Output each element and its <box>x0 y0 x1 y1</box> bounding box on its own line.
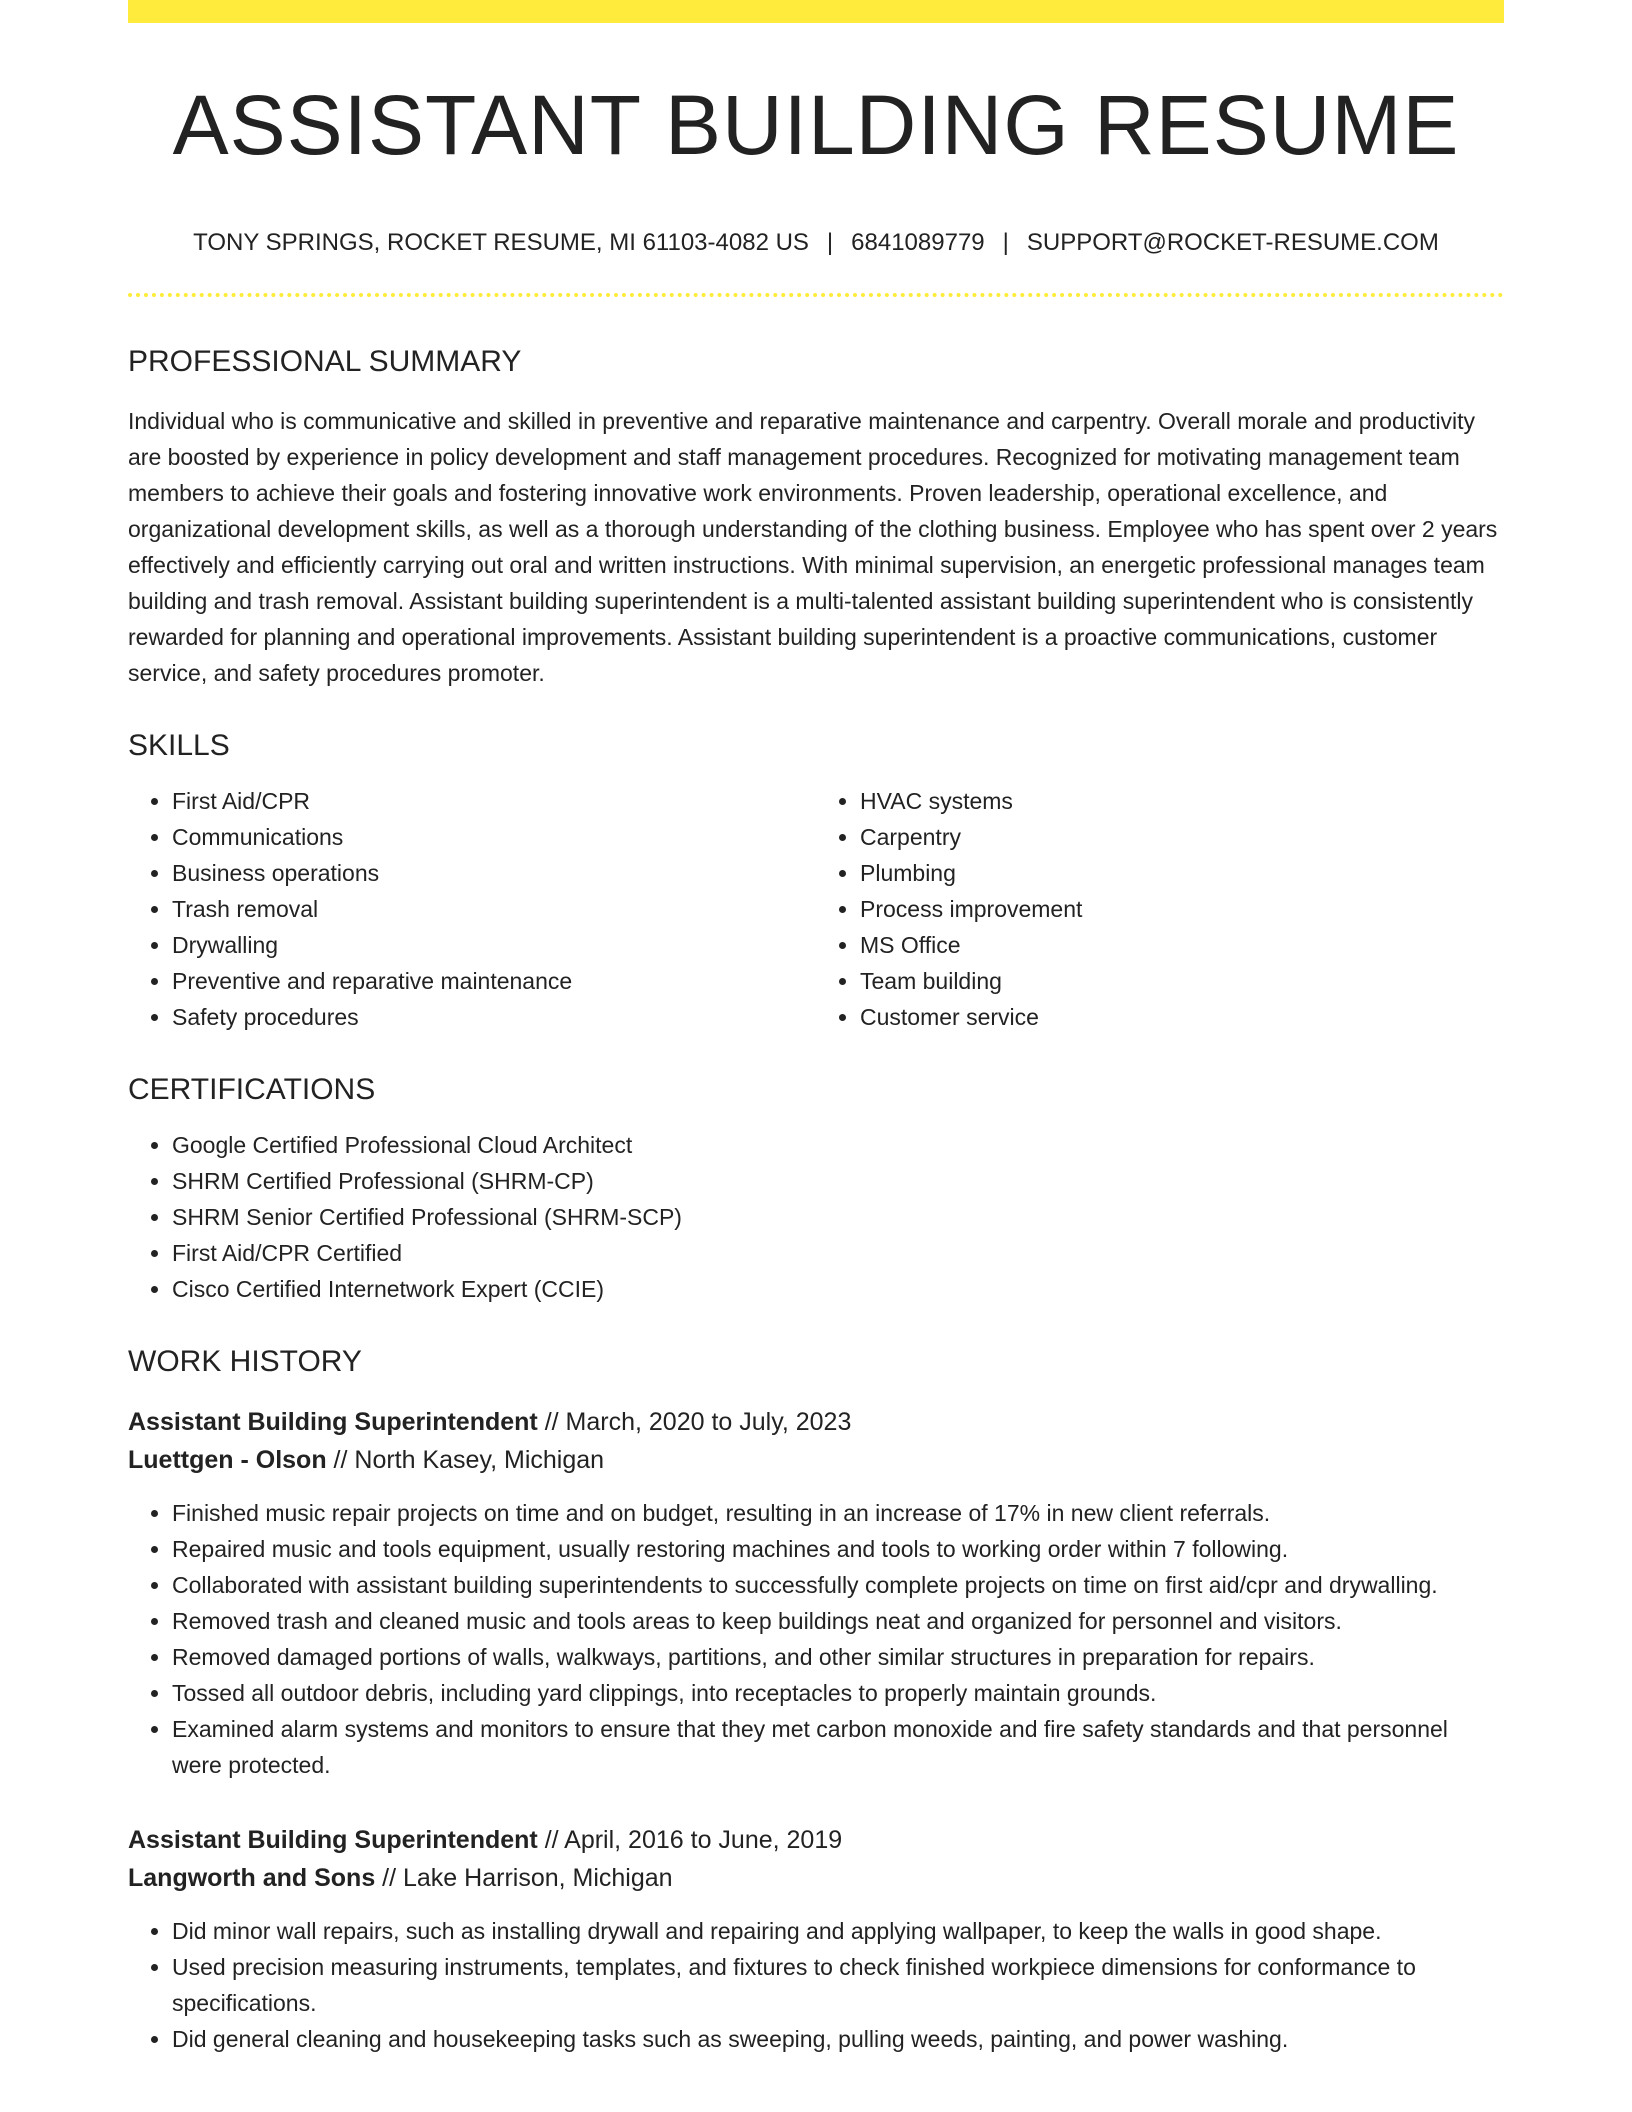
contact-address: TONY SPRINGS, ROCKET RESUME, MI 61103-4082 US <box>193 229 809 256</box>
job-bullet: • Used precision measuring instruments, templates, and fixtures to check finished workpiece dimensions for conformance to specifications. <box>172 1949 1504 2021</box>
job-bullets <box>128 1913 1504 2057</box>
job-bullet: • Collaborated with assistant building superintendents to successfully complete projects on time on first aid/cpr and drywalling. <box>172 1567 1504 1603</box>
skill-item: • HVAC systems <box>860 783 1504 819</box>
job-dates: // April, 2016 to June, 2019 <box>537 1826 843 1854</box>
certifications-list <box>128 1127 1504 1307</box>
job-location: // North Kasey, Michigan <box>326 1446 605 1474</box>
top-accent-bar <box>128 0 1504 23</box>
work-history-section <box>128 1347 1504 2057</box>
skills-list-right <box>816 783 1504 1035</box>
resume-page <box>128 0 1504 2057</box>
skills-grid <box>128 783 1504 1035</box>
skill-item: • Drywalling <box>172 927 816 963</box>
skill-item: • Plumbing <box>860 855 1504 891</box>
skill-item: • Customer service <box>860 999 1504 1035</box>
skill-item: • Team building <box>860 963 1504 999</box>
skill-item: • Safety procedures <box>172 999 816 1035</box>
job-bullet: • Tossed all outdoor debris, including yard clippings, into receptacles to properly maintain grounds. <box>172 1675 1504 1711</box>
certifications-section <box>128 1075 1504 1307</box>
certification-item: • SHRM Senior Certified Professional (SHRM-SCP) <box>172 1199 1504 1235</box>
skill-item: • Carpentry <box>860 819 1504 855</box>
job-bullet: • Finished music repair projects on time and on budget, resulting in an increase of 17% in new client referrals. <box>172 1495 1504 1531</box>
skill-item: • Preventive and reparative maintenance <box>172 963 816 999</box>
certification-item: • SHRM Certified Professional (SHRM-CP) <box>172 1163 1504 1199</box>
summary-section <box>128 347 1504 691</box>
contact-phone: 6841089779 <box>851 229 985 256</box>
job-bullets <box>128 1495 1504 1783</box>
skills-list-left <box>128 783 816 1035</box>
contact-line <box>128 231 1504 255</box>
job-company: Langworth and Sons <box>128 1864 376 1892</box>
job-company-line <box>128 1441 1504 1479</box>
summary-text: Individual who is communicative and skilled in preventive and reparative maintenance and carpentry. Overall morale and productivity are boosted by experience in policy development and staff management procedures. Recognized for motivating management team members to achieve their goals and fostering innovative work environments. Proven leadership, operational excellence, and organizational development skills, as well as a thorough understanding of the clothing business. Employee who has spent over 2 years effectively and efficiently carrying out oral and written instructions. With minimal supervision, an energetic professional manages team building and trash removal. Assistant building superintendent is a multi-talented assistant building superintendent who is consistently rewarded for planning and operational improvements. Assistant building superintendent is a proactive communications, customer service, and safety procedures promoter. <box>128 408 1498 686</box>
resume-title: ASSISTANT BUILDING RESUME <box>172 78 1460 172</box>
job-location: // Lake Harrison, Michigan <box>375 1864 673 1892</box>
job-company: Luettgen - Olson <box>128 1446 327 1474</box>
summary-heading: PROFESSIONAL SUMMARY <box>128 345 522 378</box>
contact-separator: | <box>826 229 834 256</box>
skill-item: • Business operations <box>172 855 816 891</box>
job-bullet: • Did general cleaning and housekeeping tasks such as sweeping, pulling weeds, painting, and power washing. <box>172 2021 1504 2057</box>
skill-item: • Trash removal <box>172 891 816 927</box>
skills-section <box>128 731 1504 1035</box>
job-bullet: • Removed trash and cleaned music and tools areas to keep buildings neat and organized for personnel and visitors. <box>172 1603 1504 1639</box>
job-bullet: • Repaired music and tools equipment, usually restoring machines and tools to working order within 7 following. <box>172 1531 1504 1567</box>
job-bullet: • Removed damaged portions of walls, walkways, partitions, and other similar structures in preparation for repairs. <box>172 1639 1504 1675</box>
job-title: Assistant Building Superintendent <box>128 1826 538 1854</box>
skill-item: • Communications <box>172 819 816 855</box>
job-bullet: • Did minor wall repairs, such as installing drywall and repairing and applying wallpaper, to keep the walls in good shape. <box>172 1913 1504 1949</box>
work-history-heading: WORK HISTORY <box>128 1345 362 1378</box>
job-title-line <box>128 1403 1504 1441</box>
skill-item: • MS Office <box>860 927 1504 963</box>
certification-item: • First Aid/CPR Certified <box>172 1235 1504 1271</box>
job-title-line <box>128 1821 1504 1859</box>
job-title: Assistant Building Superintendent <box>128 1408 538 1436</box>
job-bullet: • Examined alarm systems and monitors to ensure that they met carbon monoxide and fire safety standards and that personnel were protected. <box>172 1711 1504 1783</box>
job-dates: // March, 2020 to July, 2023 <box>537 1408 852 1436</box>
job-entry <box>128 1403 1504 1783</box>
certification-item: • Cisco Certified Internetwork Expert (CCIE) <box>172 1271 1504 1307</box>
contact-email: SUPPORT@ROCKET-RESUME.COM <box>1026 229 1439 256</box>
job-entry <box>128 1821 1504 2057</box>
job-company-line <box>128 1859 1504 1897</box>
certifications-heading: CERTIFICATIONS <box>128 1073 376 1106</box>
skills-heading: SKILLS <box>128 729 230 762</box>
header-divider <box>128 293 1504 297</box>
contact-separator: | <box>1002 229 1009 256</box>
certification-item: • Google Certified Professional Cloud Architect <box>172 1127 1504 1163</box>
skill-item: • First Aid/CPR <box>172 783 816 819</box>
skill-item: • Process improvement <box>860 891 1504 927</box>
